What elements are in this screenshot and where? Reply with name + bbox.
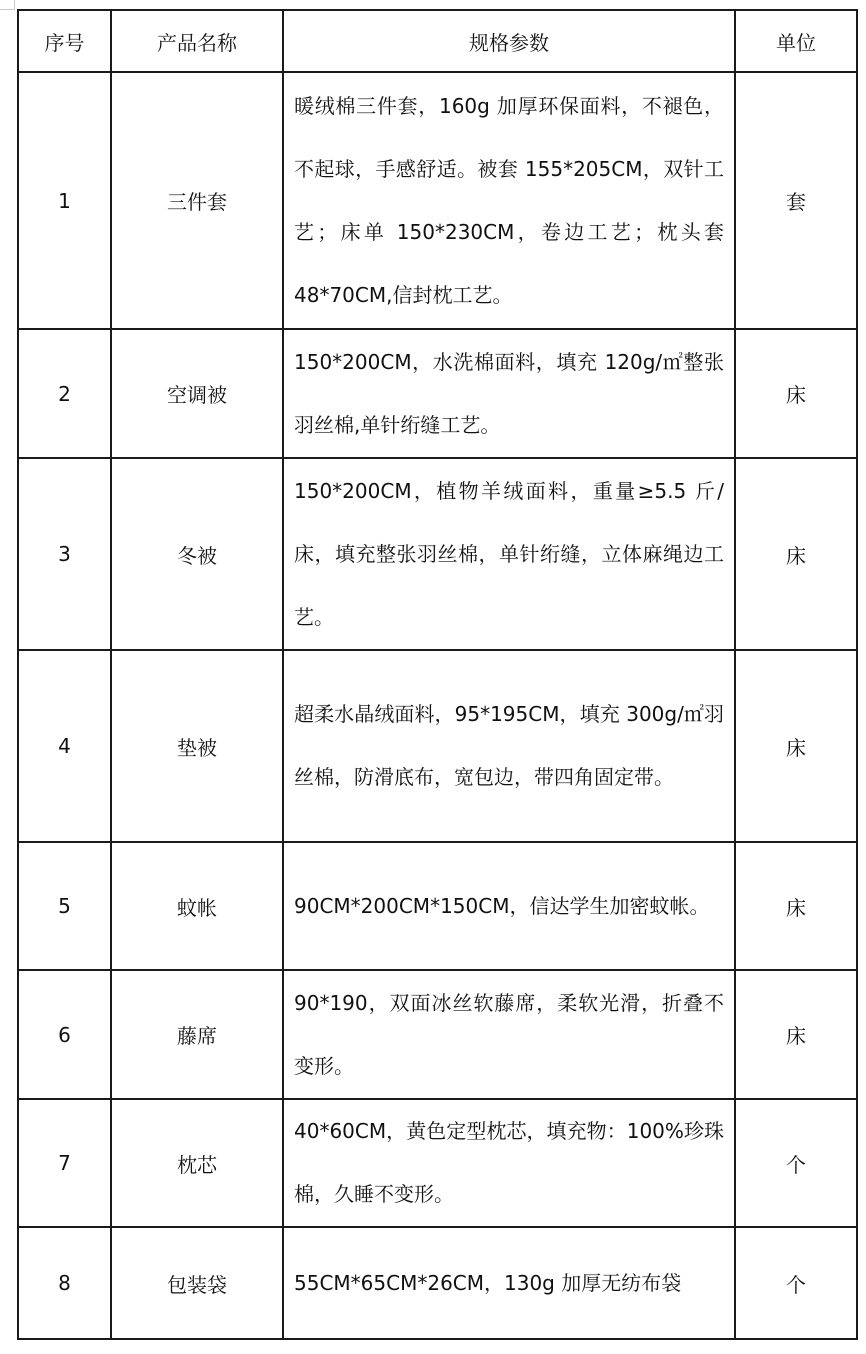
- table-row: [18, 842, 857, 970]
- header-row: [18, 10, 857, 72]
- cell-unit: 床: [735, 329, 857, 458]
- cell-spec: 90CM*200CM*150CM，信达学生加密蚊帐。: [283, 842, 735, 970]
- cell-num: 7: [18, 1099, 111, 1227]
- cell-spec: 90*190，双面冰丝软藤席，柔软光滑，折叠不变形。: [283, 970, 735, 1099]
- cell-num: 2: [18, 329, 111, 458]
- cell-spec: 55CM*65CM*26CM，130g 加厚无纺布袋: [283, 1227, 735, 1339]
- cell-spec: 超柔水晶绒面料，95*195CM，填充 300g/㎡羽丝棉，防滑底布，宽包边，带四角固定带。: [283, 650, 735, 842]
- cell-unit: 床: [735, 842, 857, 970]
- table-row: [18, 970, 857, 1099]
- cell-unit: 套: [735, 72, 857, 329]
- cell-num: 6: [18, 970, 111, 1099]
- cell-num: 4: [18, 650, 111, 842]
- cell-num: 3: [18, 458, 111, 650]
- header-unit: 单位: [735, 10, 857, 72]
- cell-unit: 个: [735, 1099, 857, 1227]
- table-row: [18, 1099, 857, 1227]
- page-corner-mark: [0, 0, 15, 10]
- cell-num: 5: [18, 842, 111, 970]
- cell-name: 包装袋: [111, 1227, 283, 1339]
- header-name: 产品名称: [111, 10, 283, 72]
- cell-num: 8: [18, 1227, 111, 1339]
- cell-spec: 150*200CM，水洗棉面料，填充 120g/㎡整张羽丝棉,单针绗缝工艺。: [283, 329, 735, 458]
- table-row: [18, 1227, 857, 1339]
- cell-unit: 床: [735, 970, 857, 1099]
- cell-unit: 床: [735, 458, 857, 650]
- table-row: [18, 458, 857, 650]
- cell-name: 垫被: [111, 650, 283, 842]
- cell-name: 蚊帐: [111, 842, 283, 970]
- cell-spec: 40*60CM，黄色定型枕芯，填充物：100%珍珠棉，久睡不变形。: [283, 1099, 735, 1227]
- product-spec-table: [17, 9, 858, 1340]
- cell-name: 枕芯: [111, 1099, 283, 1227]
- cell-name: 藤席: [111, 970, 283, 1099]
- cell-name: 三件套: [111, 72, 283, 329]
- cell-unit: 个: [735, 1227, 857, 1339]
- table-row: [18, 650, 857, 842]
- cell-spec: 150*200CM，植物羊绒面料，重量≥5.5 斤/床，填充整张羽丝棉，单针绗缝，立体麻绳边工艺。: [283, 458, 735, 650]
- cell-spec: 暖绒棉三件套，160g 加厚环保面料，不褪色，不起球，手感舒适。被套 155*205CM，双针工艺；床单 150*230CM，卷边工艺；枕头套 48*70CM,信封枕工艺。: [283, 72, 735, 329]
- table-row: [18, 329, 857, 458]
- cell-num: 1: [18, 72, 111, 329]
- cell-name: 空调被: [111, 329, 283, 458]
- table-row: [18, 72, 857, 329]
- cell-unit: 床: [735, 650, 857, 842]
- header-num: 序号: [18, 10, 111, 72]
- header-spec: 规格参数: [283, 10, 735, 72]
- cell-name: 冬被: [111, 458, 283, 650]
